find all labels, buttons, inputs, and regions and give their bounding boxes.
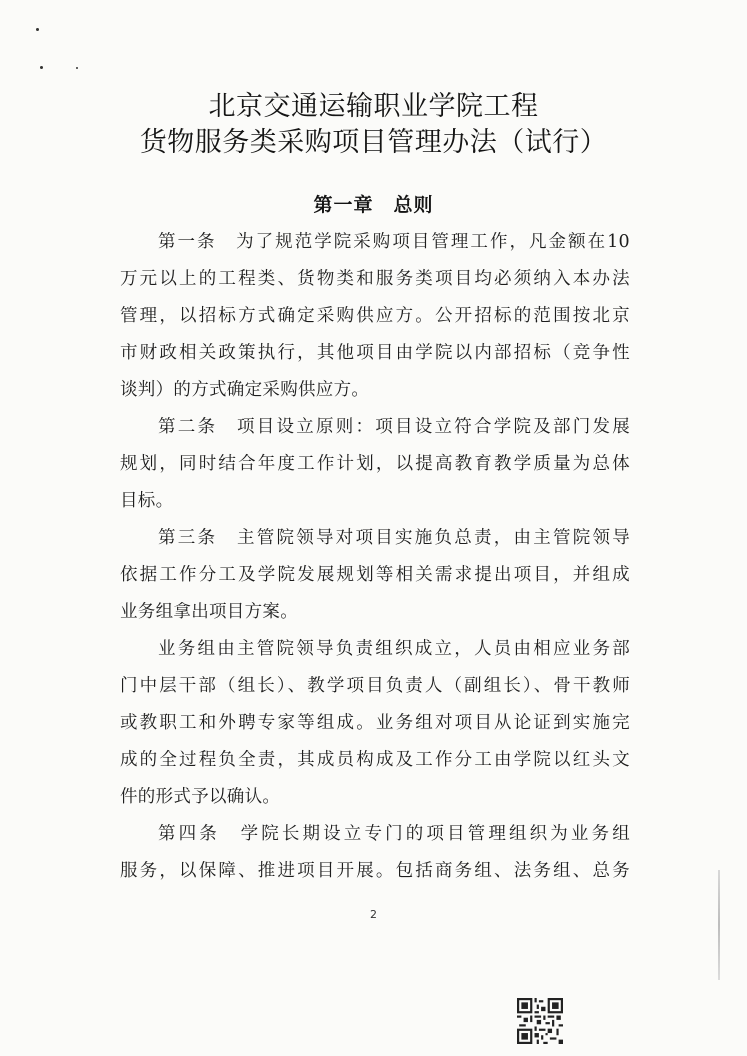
article-4-line-2: 服务，以保障、推进项目开展。包括商务组、法务组、总务 (120, 861, 630, 881)
page-number: 2 (370, 908, 377, 921)
article-1-line-2: 万元以上的工程类、货物类和服务类项目均必须纳入本办法 (120, 269, 630, 289)
article-3-line-2: 依据工作分工及学院发展规划等相关需求提出项目，并组成 (120, 565, 630, 585)
article-4-line-1: 第四条 学院长期设立专门的项目管理组织为业务组 (158, 824, 630, 844)
scan-speck (76, 67, 78, 69)
article-2-line-2: 规划，同时结合年度工作计划，以提高教育教学质量为总体 (120, 454, 630, 474)
article-3-line-1: 第三条 主管院领导对项目实施负总责，由主管院领导 (158, 528, 630, 548)
article-1-line-4: 市财政相关政策执行，其他项目由学院以内部招标（竞争性 (120, 343, 630, 363)
article-3-line-3: 业务组拿出项目方案。 (120, 602, 298, 622)
article-1-line-3: 管理，以招标方式确定采购供应方。公开招标的范围按北京 (120, 306, 630, 326)
document-title-line-2: 货物服务类采购项目管理办法（试行） (139, 127, 608, 158)
article-1-line-5: 谈判）的方式确定采购供应方。 (120, 380, 370, 400)
scan-edge-shadow (718, 870, 720, 980)
scan-speck (40, 66, 43, 69)
paragraph-line-3: 或教职工和外聘专家等组成。业务组对项目从论证到实施完 (120, 713, 630, 733)
paragraph-line-2: 门中层干部（组长）、教学项目负责人（副组长）、骨干教师 (120, 676, 630, 696)
document-title-line-1: 北京交通运输职业学院工程 (208, 91, 539, 122)
chapter-heading: 第一章 总则 (313, 194, 434, 216)
paragraph-line-4: 成的全过程负全责，其成员构成及工作分工由学院以红头文 (120, 750, 630, 770)
qr-code-icon (517, 998, 563, 1044)
article-2-line-3: 目标。 (120, 491, 174, 511)
article-1-line-1: 第一条 为了规范学院采购项目管理工作，凡金额在10 (158, 232, 630, 252)
scan-speck (36, 28, 39, 31)
paragraph-line-1: 业务组由主管院领导负责组织成立，人员由相应业务部 (158, 639, 630, 659)
article-2-line-1: 第二条 项目设立原则：项目设立符合学院及部门发展 (158, 417, 630, 437)
paragraph-line-5: 件的形式予以确认。 (120, 787, 281, 807)
